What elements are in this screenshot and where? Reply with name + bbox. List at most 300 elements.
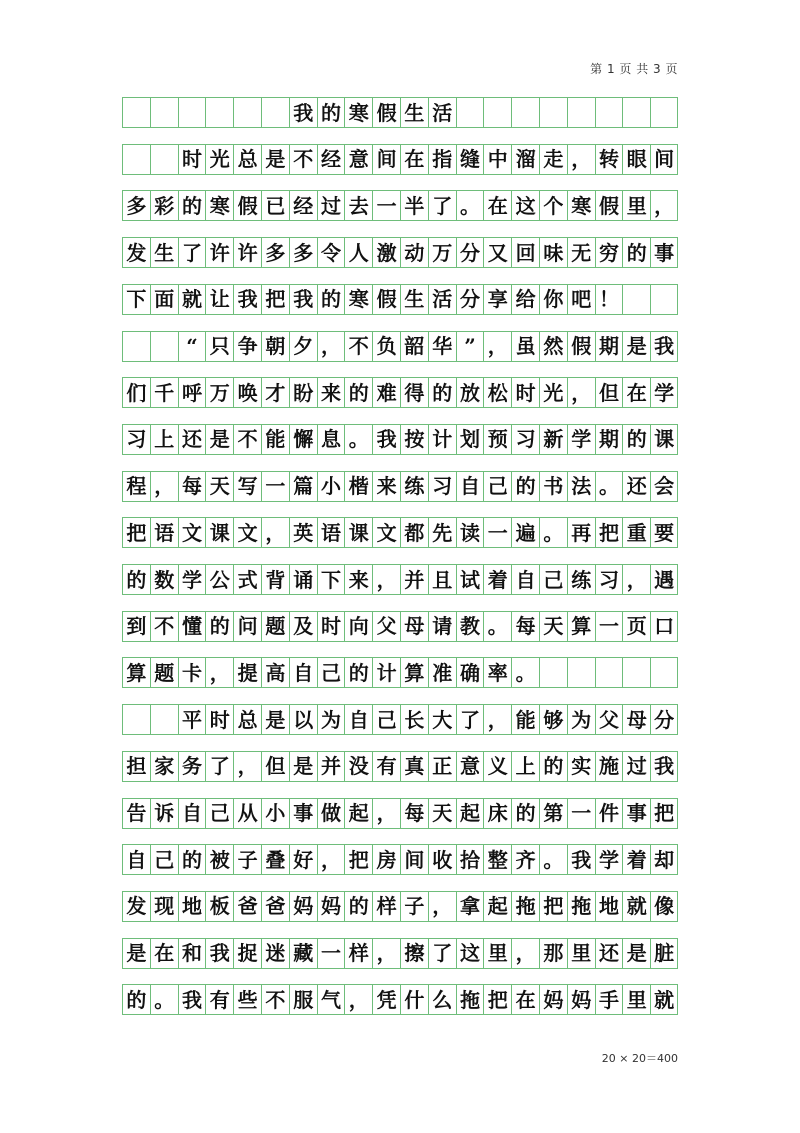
grid-cell: 整	[483, 845, 511, 874]
grid-cell: 气	[317, 985, 345, 1014]
essay-text-row	[122, 564, 678, 595]
grid-cell: 问	[233, 612, 261, 641]
grid-cell: 被	[205, 845, 233, 874]
essay-text-row	[122, 144, 678, 175]
grid-cell: 自	[122, 845, 150, 874]
grid-cell: 为	[567, 705, 595, 734]
grid-cell: 一	[317, 939, 345, 968]
grid-cell: 题	[261, 612, 289, 641]
grid-cell: 把	[650, 799, 678, 828]
essay-title-row	[122, 97, 678, 128]
grid-cell	[622, 285, 650, 314]
essay-text-row	[122, 984, 678, 1015]
grid-cell: 诉	[150, 799, 178, 828]
grid-cell: 过	[317, 191, 345, 220]
essay-text-row	[122, 611, 678, 642]
grid-cell: 家	[150, 752, 178, 781]
grid-cell: 没	[344, 752, 372, 781]
grid-cell: 彩	[150, 191, 178, 220]
essay-text-row	[122, 798, 678, 829]
grid-cell: 和	[178, 939, 206, 968]
grid-cell: 页	[622, 612, 650, 641]
grid-size-label: 20 × 20＝400	[601, 1052, 678, 1065]
grid-cell	[178, 98, 206, 127]
grid-cell: 寒	[567, 191, 595, 220]
grid-cell: 己	[205, 799, 233, 828]
grid-cell: 第	[539, 799, 567, 828]
grid-cell: 新	[539, 425, 567, 454]
page-indicator: 第 1 页 共 3 页	[590, 62, 678, 76]
grid-cell: 向	[344, 612, 372, 641]
grid-cell: 这	[511, 191, 539, 220]
grid-cell: 不	[289, 145, 317, 174]
grid-cell: 无	[567, 238, 595, 267]
grid-cell: 我	[567, 845, 595, 874]
grid-cell: 回	[511, 238, 539, 267]
grid-cell	[456, 98, 484, 127]
grid-cell: 遍	[511, 518, 539, 547]
grid-cell: 假	[595, 191, 623, 220]
grid-cell: 万	[428, 238, 456, 267]
essay-text-row	[122, 284, 678, 315]
grid-cell: 地	[595, 892, 623, 921]
grid-cell: 一	[567, 799, 595, 828]
essay-text-row	[122, 424, 678, 455]
grid-cell: 捉	[233, 939, 261, 968]
grid-cell: 一	[261, 472, 289, 501]
grid-cell: 争	[233, 332, 261, 361]
grid-cell: 但	[261, 752, 289, 781]
grid-cell: 时	[317, 612, 345, 641]
grid-cell: 告	[122, 799, 150, 828]
grid-cell: 书	[539, 472, 567, 501]
grid-cell: 学	[595, 845, 623, 874]
grid-cell: 了	[205, 752, 233, 781]
grid-cell: 小	[317, 472, 345, 501]
grid-cell: 的	[511, 472, 539, 501]
grid-cell: 手	[595, 985, 623, 1014]
grid-cell: 并	[400, 565, 428, 594]
grid-cell: ”	[456, 332, 484, 361]
grid-cell: 每	[178, 472, 206, 501]
grid-cell: 多	[289, 238, 317, 267]
grid-cell: 母	[622, 705, 650, 734]
grid-cell: 你	[539, 285, 567, 314]
grid-cell: 文	[233, 518, 261, 547]
grid-cell: 发	[122, 238, 150, 267]
grid-cell: 又	[483, 238, 511, 267]
grid-cell: 平	[178, 705, 206, 734]
grid-cell: 的	[344, 658, 372, 687]
grid-cell: 文	[372, 518, 400, 547]
grid-cell: 总	[233, 705, 261, 734]
grid-cell: 了	[178, 238, 206, 267]
grid-cell: 的	[428, 378, 456, 407]
grid-cell: 再	[567, 518, 595, 547]
grid-cell: 爸	[233, 892, 261, 921]
grid-cell: 经	[317, 145, 345, 174]
grid-cell: 妈	[539, 985, 567, 1014]
grid-cell: 间	[650, 145, 678, 174]
grid-cell	[150, 705, 178, 734]
grid-cell: 算	[122, 658, 150, 687]
grid-cell: 并	[317, 752, 345, 781]
grid-cell: 样	[372, 892, 400, 921]
grid-cell: 还	[178, 425, 206, 454]
grid-cell: 口	[650, 612, 678, 641]
grid-cell: 是	[622, 939, 650, 968]
grid-cell: 拾	[456, 845, 484, 874]
grid-cell: 已	[261, 191, 289, 220]
grid-cell: 间	[372, 145, 400, 174]
grid-cell: ，	[567, 378, 595, 407]
grid-cell: 爸	[261, 892, 289, 921]
grid-cell: 划	[456, 425, 484, 454]
grid-cell: 转	[595, 145, 623, 174]
grid-cell: 假	[567, 332, 595, 361]
grid-cell: 我	[205, 939, 233, 968]
grid-cell: 眼	[622, 145, 650, 174]
grid-cell: 的	[205, 612, 233, 641]
grid-cell: 程	[122, 472, 150, 501]
grid-cell: 按	[400, 425, 428, 454]
grid-cell	[122, 98, 150, 127]
essay-text-row	[122, 237, 678, 268]
grid-cell: 里	[622, 985, 650, 1014]
grid-cell: 施	[595, 752, 623, 781]
grid-cell: 法	[567, 472, 595, 501]
grid-cell: 脏	[650, 939, 678, 968]
grid-cell: 是	[122, 939, 150, 968]
grid-cell: 寒	[205, 191, 233, 220]
grid-cell: 虽	[511, 332, 539, 361]
grid-cell: 中	[483, 145, 511, 174]
grid-cell: 就	[650, 985, 678, 1014]
grid-cell: 预	[483, 425, 511, 454]
grid-cell: 的	[622, 425, 650, 454]
grid-cell	[650, 285, 678, 314]
grid-cell: 韶	[400, 332, 428, 361]
grid-cell: 期	[595, 425, 623, 454]
grid-cell: 实	[567, 752, 595, 781]
grid-cell: 做	[317, 799, 345, 828]
grid-cell: 拖	[456, 985, 484, 1014]
grid-cell: 上	[150, 425, 178, 454]
grid-cell: 动	[400, 238, 428, 267]
grid-cell: 楷	[344, 472, 372, 501]
grid-cell: 卡	[178, 658, 206, 687]
grid-cell: ，	[150, 472, 178, 501]
grid-cell: 还	[595, 939, 623, 968]
grid-cell: 朝	[261, 332, 289, 361]
grid-cell: 藏	[289, 939, 317, 968]
grid-cell: 来	[317, 378, 345, 407]
grid-cell: 及	[289, 612, 317, 641]
grid-cell: 公	[205, 565, 233, 594]
grid-cell	[595, 658, 623, 687]
grid-cell: 从	[233, 799, 261, 828]
grid-cell: 父	[595, 705, 623, 734]
grid-cell: 擦	[400, 939, 428, 968]
grid-cell: 己	[317, 658, 345, 687]
grid-cell: 时	[511, 378, 539, 407]
grid-cell	[261, 98, 289, 127]
grid-cell: 样	[344, 939, 372, 968]
grid-cell: ，	[205, 658, 233, 687]
grid-cell: 拖	[567, 892, 595, 921]
grid-cell: “	[178, 332, 206, 361]
grid-cell: 要	[650, 518, 678, 547]
grid-cell: 把	[539, 892, 567, 921]
grid-cell: 下	[317, 565, 345, 594]
grid-cell: 不	[344, 332, 372, 361]
grid-cell	[650, 98, 678, 127]
grid-cell	[567, 658, 595, 687]
grid-cell: 凭	[372, 985, 400, 1014]
grid-cell: 学	[178, 565, 206, 594]
grid-cell: 还	[622, 472, 650, 501]
grid-cell: 自	[511, 565, 539, 594]
grid-cell: 经	[289, 191, 317, 220]
grid-cell: 那	[539, 939, 567, 968]
grid-cell: 好	[289, 845, 317, 874]
grid-cell: 懈	[289, 425, 317, 454]
grid-cell: 分	[456, 285, 484, 314]
grid-cell: 一	[483, 518, 511, 547]
grid-cell	[483, 98, 511, 127]
grid-cell: ，	[483, 705, 511, 734]
grid-cell: 生	[400, 285, 428, 314]
grid-cell: 不	[261, 985, 289, 1014]
grid-cell	[122, 705, 150, 734]
grid-cell: 叠	[261, 845, 289, 874]
grid-cell	[511, 98, 539, 127]
grid-cell: 在	[483, 191, 511, 220]
grid-cell: 父	[372, 612, 400, 641]
grid-cell: 确	[456, 658, 484, 687]
grid-cell: 里	[622, 191, 650, 220]
grid-cell: 的	[178, 845, 206, 874]
grid-cell: 天	[428, 799, 456, 828]
grid-cell: 写	[233, 472, 261, 501]
grid-cell: 英	[289, 518, 317, 547]
grid-cell: 里	[483, 939, 511, 968]
grid-cell: 们	[122, 378, 150, 407]
grid-cell: 把	[261, 285, 289, 314]
grid-cell: 呼	[178, 378, 206, 407]
grid-cell: ！	[595, 285, 623, 314]
grid-cell: 意	[456, 752, 484, 781]
grid-cell: ，	[372, 565, 400, 594]
grid-cell: 负	[372, 332, 400, 361]
grid-cell	[122, 332, 150, 361]
essay-text-row	[122, 657, 678, 688]
grid-cell: 都	[400, 518, 428, 547]
grid-cell: 令	[317, 238, 345, 267]
grid-cell: 真	[400, 752, 428, 781]
grid-cell: 把	[122, 518, 150, 547]
grid-cell: 一	[595, 612, 623, 641]
grid-cell: ，	[233, 752, 261, 781]
grid-cell: 缝	[456, 145, 484, 174]
grid-cell: 不	[233, 425, 261, 454]
grid-cell: 才	[261, 378, 289, 407]
grid-cell	[150, 332, 178, 361]
grid-cell: 上	[511, 752, 539, 781]
grid-cell: 在	[511, 985, 539, 1014]
grid-cell: 万	[205, 378, 233, 407]
grid-cell: 活	[428, 285, 456, 314]
grid-cell: 语	[317, 518, 345, 547]
grid-cell: 事	[289, 799, 317, 828]
grid-cell: 的	[178, 191, 206, 220]
grid-cell: 在	[150, 939, 178, 968]
essay-grid-paper	[122, 97, 678, 1034]
essay-text-row	[122, 471, 678, 502]
grid-cell: 会	[650, 472, 678, 501]
grid-cell: 懂	[178, 612, 206, 641]
grid-cell: 华	[428, 332, 456, 361]
grid-cell: 在	[400, 145, 428, 174]
grid-cell: 然	[539, 332, 567, 361]
grid-cell: 许	[233, 238, 261, 267]
essay-text-row	[122, 844, 678, 875]
grid-cell: 。	[344, 425, 372, 454]
grid-cell: 率	[483, 658, 511, 687]
grid-cell: 习	[511, 425, 539, 454]
grid-cell: 式	[233, 565, 261, 594]
essay-text-row	[122, 190, 678, 221]
grid-cell: 我	[178, 985, 206, 1014]
grid-cell: 让	[205, 285, 233, 314]
grid-cell: ，	[372, 799, 400, 828]
grid-cell: 房	[372, 845, 400, 874]
grid-cell: 题	[150, 658, 178, 687]
grid-cell: ，	[317, 845, 345, 874]
grid-cell: 把	[483, 985, 511, 1014]
grid-cell: 己	[150, 845, 178, 874]
grid-cell: 且	[428, 565, 456, 594]
grid-cell: 我	[650, 332, 678, 361]
grid-cell: 得	[400, 378, 428, 407]
grid-cell: 来	[372, 472, 400, 501]
grid-cell: 半	[400, 191, 428, 220]
grid-cell: 自	[178, 799, 206, 828]
grid-cell: 。	[511, 658, 539, 687]
grid-cell: 为	[317, 705, 345, 734]
grid-cell: 大	[428, 705, 456, 734]
essay-text-row	[122, 517, 678, 548]
grid-cell: 练	[400, 472, 428, 501]
grid-cell: 活	[428, 98, 456, 127]
grid-cell: 长	[400, 705, 428, 734]
grid-cell: 练	[567, 565, 595, 594]
grid-cell: 课	[650, 425, 678, 454]
grid-cell	[650, 658, 678, 687]
grid-cell: 己	[372, 705, 400, 734]
grid-cell: 是	[622, 332, 650, 361]
grid-cell: 自	[289, 658, 317, 687]
grid-cell: 光	[205, 145, 233, 174]
grid-cell: ，	[650, 191, 678, 220]
grid-cell: 但	[595, 378, 623, 407]
grid-cell: 却	[650, 845, 678, 874]
grid-cell: 的	[122, 565, 150, 594]
grid-cell: 就	[622, 892, 650, 921]
grid-cell: 面	[150, 285, 178, 314]
grid-cell: 件	[595, 799, 623, 828]
grid-cell: 指	[428, 145, 456, 174]
grid-cell: 在	[622, 378, 650, 407]
grid-cell: 习	[122, 425, 150, 454]
grid-cell: 自	[456, 472, 484, 501]
grid-cell: 。	[539, 518, 567, 547]
grid-cell: 能	[511, 705, 539, 734]
grid-cell: 担	[122, 752, 150, 781]
grid-cell: 去	[344, 191, 372, 220]
grid-cell: 我	[289, 285, 317, 314]
grid-cell: 寒	[344, 98, 372, 127]
grid-cell: 。	[483, 612, 511, 641]
grid-cell: 是	[261, 145, 289, 174]
grid-cell: 的	[622, 238, 650, 267]
grid-cell: 己	[483, 472, 511, 501]
grid-cell: 的	[344, 892, 372, 921]
grid-cell: 数	[150, 565, 178, 594]
grid-cell: 习	[595, 565, 623, 594]
grid-cell: 的	[317, 285, 345, 314]
grid-cell	[150, 145, 178, 174]
grid-cell: 一	[372, 191, 400, 220]
grid-cell: 人	[344, 238, 372, 267]
grid-cell: 现	[150, 892, 178, 921]
grid-cell: 。	[595, 472, 623, 501]
grid-cell: 教	[456, 612, 484, 641]
grid-cell: 些	[233, 985, 261, 1014]
grid-cell	[622, 658, 650, 687]
grid-cell: 千	[150, 378, 178, 407]
grid-cell: 了	[428, 191, 456, 220]
grid-cell: 起	[344, 799, 372, 828]
grid-cell: 的	[317, 98, 345, 127]
grid-cell: 床	[483, 799, 511, 828]
essay-text-row	[122, 377, 678, 408]
grid-cell: 给	[511, 285, 539, 314]
grid-cell: 着	[483, 565, 511, 594]
grid-cell: 激	[372, 238, 400, 267]
grid-cell: 是	[261, 705, 289, 734]
grid-cell: ，	[428, 892, 456, 921]
grid-cell: 息	[317, 425, 345, 454]
grid-cell: 每	[511, 612, 539, 641]
grid-cell: 地	[178, 892, 206, 921]
grid-cell: 子	[233, 845, 261, 874]
grid-cell: 总	[233, 145, 261, 174]
grid-cell: 重	[622, 518, 650, 547]
grid-cell: 难	[372, 378, 400, 407]
grid-cell: 妈	[317, 892, 345, 921]
grid-cell: 着	[622, 845, 650, 874]
grid-cell: 高	[261, 658, 289, 687]
grid-cell: 多	[261, 238, 289, 267]
grid-cell: 。	[456, 191, 484, 220]
grid-cell: 生	[150, 238, 178, 267]
grid-cell: 妈	[289, 892, 317, 921]
grid-cell: 拖	[511, 892, 539, 921]
grid-cell: 语	[150, 518, 178, 547]
grid-cell: 篇	[289, 472, 317, 501]
grid-cell: 许	[205, 238, 233, 267]
